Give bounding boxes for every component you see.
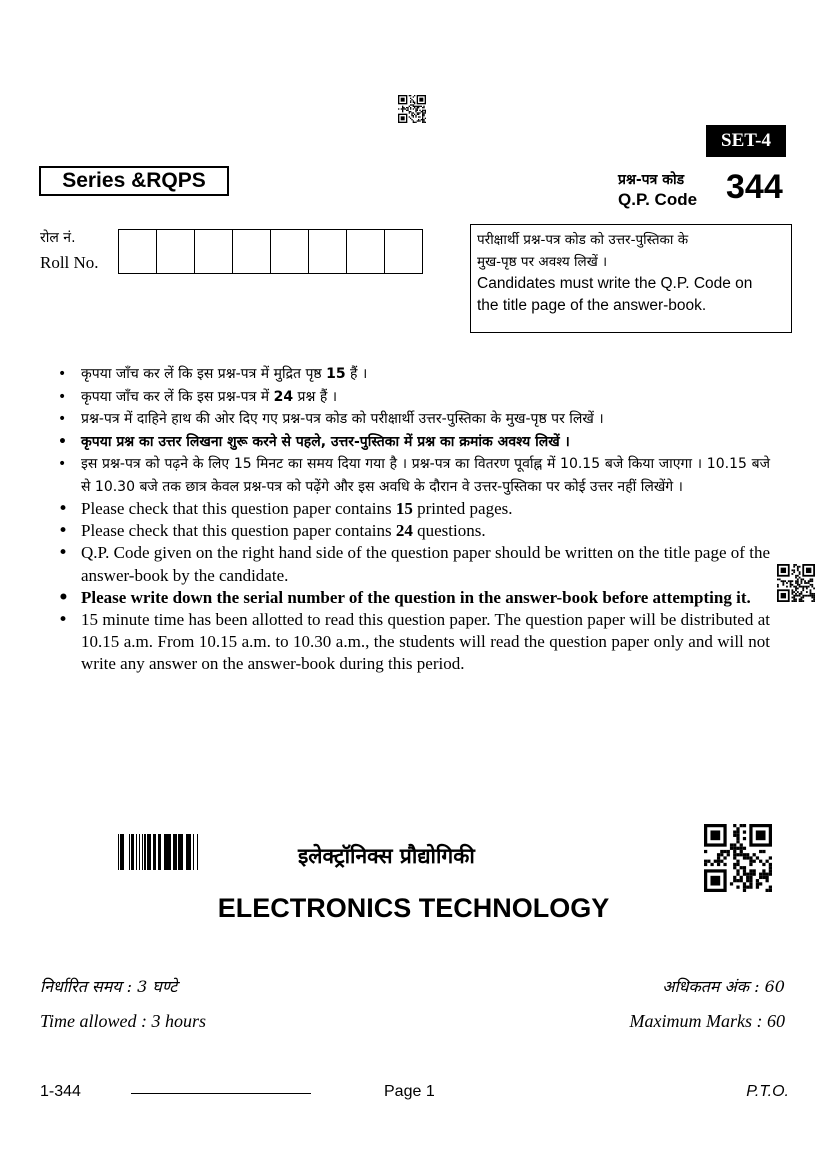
barcode-icon [118, 834, 204, 870]
qp-code-label-hindi: प्रश्न-पत्र कोड [618, 172, 685, 188]
time-allowed-hindi: निर्धारित समय : 3 घण्टे [40, 977, 178, 996]
roll-digit-box[interactable] [309, 230, 347, 273]
qr-code-side-icon [777, 564, 815, 602]
maximum-marks-hindi: अधिकतम अंक : 60 [662, 977, 785, 996]
instruction-hindi-pages: • कृपया जाँच कर लें कि इस प्रश्न-पत्र में मुद्रित पृष्ठ 15 हैं । [58, 363, 770, 386]
notice-english-line-2: the title page of the answer-book. [477, 297, 707, 314]
footer-pto: P.T.O. [746, 1083, 789, 1100]
maximum-marks: Maximum Marks : 60 [629, 1011, 785, 1031]
qr-code-top-icon [398, 95, 426, 123]
roll-digit-box[interactable] [119, 230, 157, 273]
instruction-hindi-qp-code: • प्रश्न-पत्र में दाहिने हाथ की ओर दिए गए प्रश्न-पत्र कोड को परीक्षार्थी उत्तर-पुस्तिका के मुख-पृष्ठ पर लिखें । [58, 408, 770, 431]
qp-code-value: 344 [726, 168, 783, 206]
roll-digit-box[interactable] [195, 230, 233, 273]
qp-code-label: Q.P. Code [618, 190, 698, 209]
qp-code-notice-box [470, 224, 792, 333]
footer-divider [131, 1093, 311, 1094]
instruction-reading-time: • 15 minute time has been allotted to read this question paper. The question paper will be distributed at 10.15 a.m. From 10.15 a.m. to 10.30 a.m., the students will read the question paper only and will not write any answer on the answer-book during this period. [58, 609, 770, 676]
roll-digit-box[interactable] [385, 230, 422, 273]
qr-code-main-icon [704, 824, 772, 892]
instruction-questions: • Please check that this question paper contains 24 questions. [58, 520, 770, 542]
instruction-hindi-reading-time: • इस प्रश्न-पत्र को पढ़ने के लिए 15 मिनट का समय दिया गया है । प्रश्न-पत्र का वितरण पूर्वाह्न में 10.15 बजे किया जाएगा । 10.15 बजे से 10.30 बजे तक छात्र केवल प्रश्न-पत्र को पढ़ेंगे और इस अवधि के दौरान वे उत्तर-पुस्तिका पर कोई उत्तर नहीं लिखेंगे । [58, 453, 770, 498]
roll-label: Roll No. [40, 253, 99, 272]
roll-number-boxes[interactable] [118, 229, 423, 274]
footer-page-number: Page 1 [384, 1083, 435, 1100]
instruction-serial: • Please write down the serial number of the question in the answer-book before attempting it. [58, 587, 770, 609]
roll-digit-box[interactable] [271, 230, 309, 273]
time-allowed: Time allowed : 3 hours [40, 1011, 207, 1031]
set-badge: SET-4 [706, 125, 786, 157]
series-box: Series &RQPS [39, 166, 229, 196]
notice-hindi-line-1: परीक्षार्थी प्रश्न-पत्र कोड को उत्तर-पुस्तिका के [477, 232, 689, 248]
roll-digit-box[interactable] [347, 230, 385, 273]
notice-hindi-line-2: मुख-पृष्ठ पर अवश्य लिखें । [477, 254, 608, 270]
subject-title: ELECTRONICS TECHNOLOGY [217, 893, 610, 923]
subject-title-hindi: इलेक्ट्रॉनिक्स प्रौद्योगिकी [298, 844, 475, 868]
roll-digit-box[interactable] [157, 230, 195, 273]
instruction-qp-code: • Q.P. Code given on the right hand side of the question paper should be written on the title page of the answer-book by the candidate. [58, 542, 770, 586]
instructions-list [58, 363, 770, 676]
roll-label-hindi: रोल नं. [40, 230, 76, 246]
instruction-hindi-questions: • कृपया जाँच कर लें कि इस प्रश्न-पत्र में 24 प्रश्न हैं । [58, 386, 770, 409]
roll-digit-box[interactable] [233, 230, 271, 273]
notice-english-line-1: Candidates must write the Q.P. Code on [477, 275, 753, 292]
instruction-hindi-serial: • कृपया प्रश्न का उत्तर लिखना शुरू करने से पहले, उत्तर-पुस्तिका में प्रश्न का क्रमांक अवश्य लिखें । [58, 431, 770, 454]
instruction-pages: • Please check that this question paper contains 15 printed pages. [58, 498, 770, 520]
footer-paper-code: 1-344 [40, 1083, 81, 1100]
